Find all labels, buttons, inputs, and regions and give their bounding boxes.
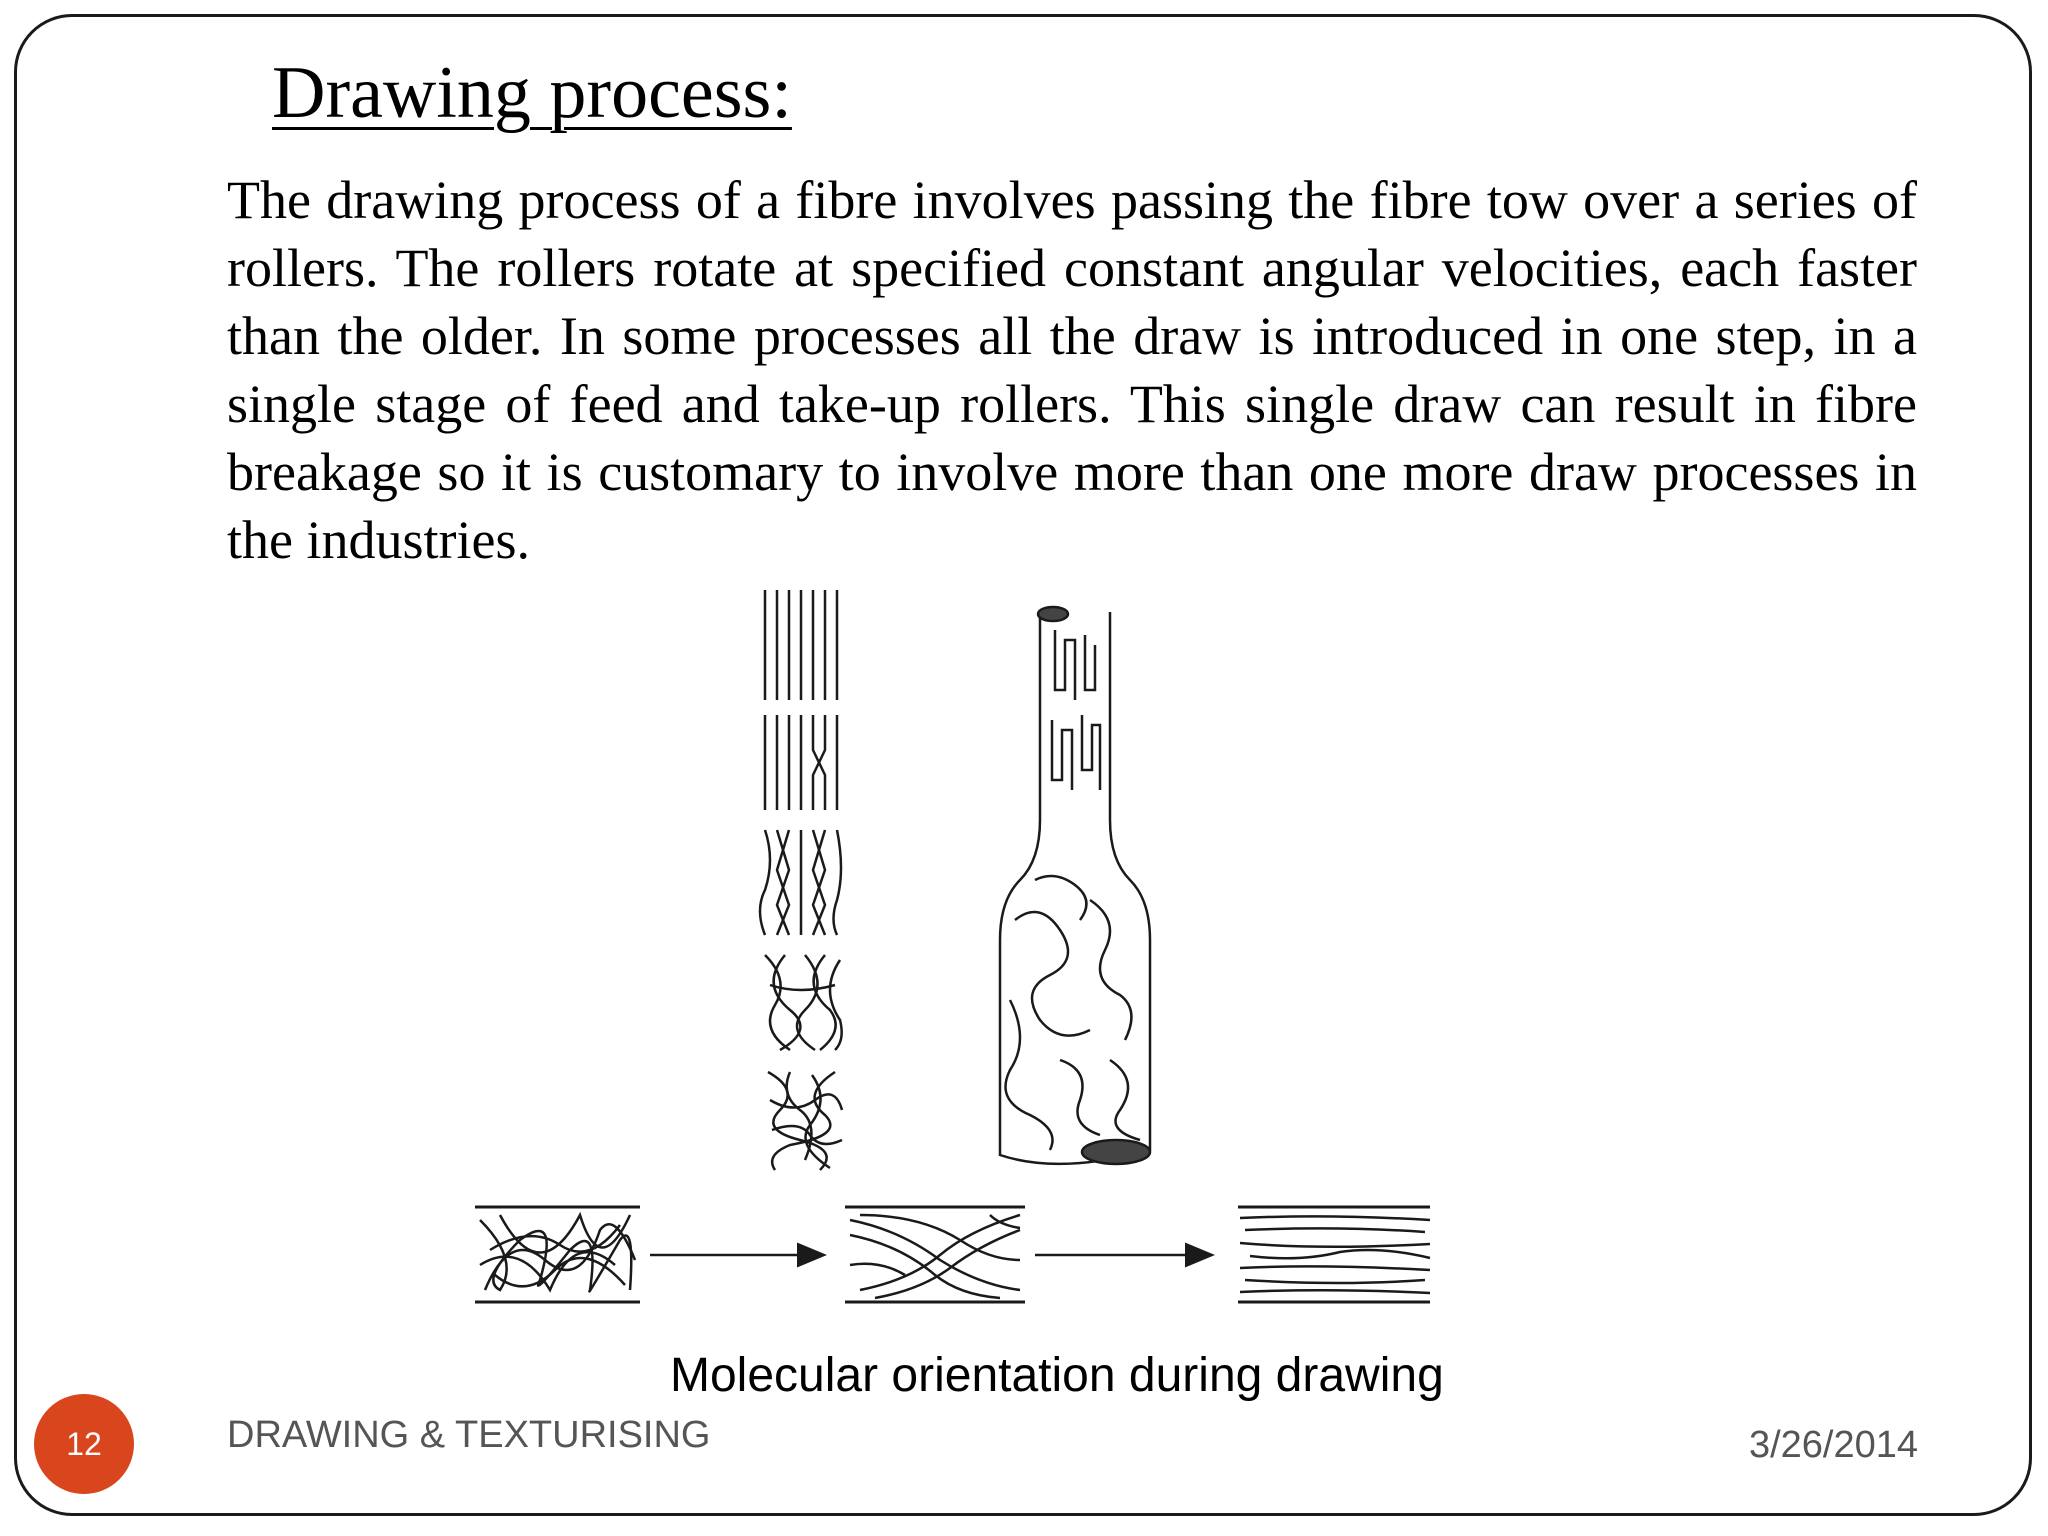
footer-title: DRAWING & TEXTURISING	[227, 1414, 711, 1456]
page-number-badge: 12	[34, 1394, 134, 1494]
footer-date: 3/26/2014	[1748, 1424, 1918, 1466]
slide-title: Drawing process:	[272, 52, 792, 134]
slide-paragraph: The drawing process of a fibre involves passing the fibre tow over a series of rollers. The rollers rotate at specified constant angular velocities, each faster than the older. In some processes all the draw is introduced in one step, in a single stage of feed and take-up rollers. This single draw can result in fibre breakage so it is customary to involve more than one more draw processes in the industries.	[227, 170, 1917, 570]
figure-caption: Molecular orientation during drawing	[670, 1349, 1444, 1402]
